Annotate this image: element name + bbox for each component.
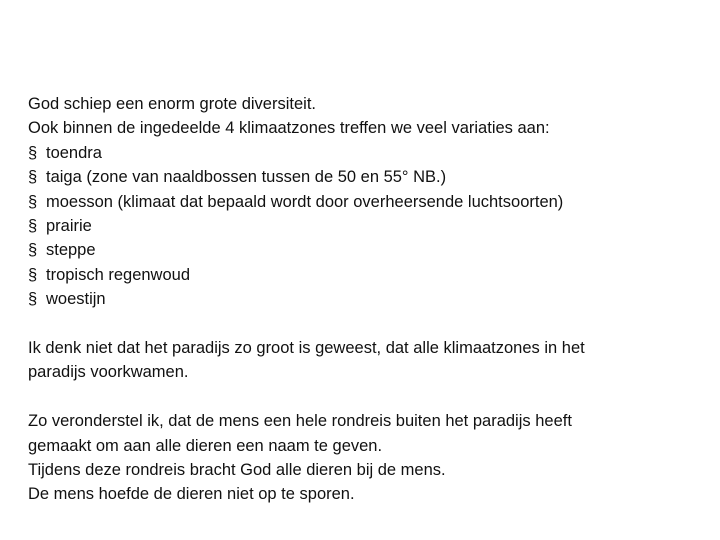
paragraph-line: Tijdens deze rondreis bracht God alle dieren bij de mens. xyxy=(28,461,446,480)
list-item-text: toendra xyxy=(46,143,102,162)
list-item-text: tropisch regenwoud xyxy=(46,265,191,284)
paragraph-line: De mens hoefde de dieren niet op te sporen. xyxy=(28,485,355,504)
list-item-text: woestijn xyxy=(46,290,106,309)
intro-line-1: God schiep een enorm grote diversiteit. xyxy=(28,95,316,113)
paragraph-spacer xyxy=(28,385,688,409)
list-item xyxy=(28,238,688,262)
section-bullet-icon: § xyxy=(28,241,38,260)
list-item xyxy=(28,263,688,287)
list-item-text: moesson (klimaat dat bepaald wordt door overheersende luchtsoorten) xyxy=(46,192,564,211)
paragraph-journey xyxy=(28,409,688,507)
paragraph-line: Ik denk niet dat het paradijs zo groot is geweest, dat alle klimaatzones in het xyxy=(28,339,585,358)
climate-zone-list xyxy=(28,141,688,312)
intro-line-2: Ook binnen de ingedeelde 4 klimaatzones treffen we veel variaties aan: xyxy=(28,119,550,138)
section-bullet-icon: § xyxy=(28,290,38,309)
text-body xyxy=(28,92,688,507)
paragraph-spacer xyxy=(28,312,688,336)
list-item-text: taiga (zone van naaldbossen tussen de 50 en 55° NB.) xyxy=(46,168,447,187)
paragraph-paradise-size xyxy=(28,336,688,385)
list-item xyxy=(28,141,688,165)
list-item xyxy=(28,214,688,238)
section-bullet-icon: § xyxy=(28,168,38,187)
section-bullet-icon: § xyxy=(28,265,38,284)
section-bullet-icon: § xyxy=(28,217,38,236)
list-item-text: steppe xyxy=(46,241,96,260)
section-bullet-icon: § xyxy=(28,192,38,211)
list-item-text: prairie xyxy=(46,217,92,236)
paragraph-line: paradijs voorkwamen. xyxy=(28,363,189,382)
list-item xyxy=(28,165,688,189)
paragraph-line: Zo veronderstel ik, dat de mens een hele rondreis buiten het paradijs heeft xyxy=(28,412,572,431)
list-item xyxy=(28,287,688,311)
list-item xyxy=(28,190,688,214)
paragraph-line: gemaakt om aan alle dieren een naam te geven. xyxy=(28,436,383,455)
section-bullet-icon: § xyxy=(28,143,38,162)
